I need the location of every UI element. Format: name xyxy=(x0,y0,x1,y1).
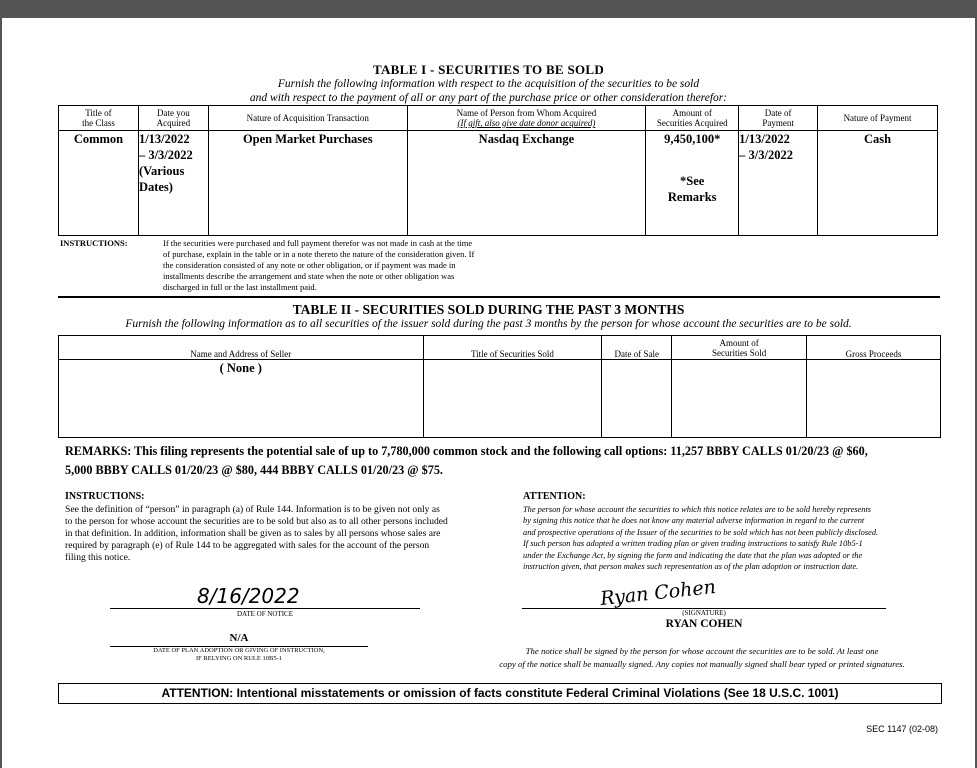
table2-subtitle: Furnish the following information as to all securities of the issuer sold during the past 3 months by the person for whose account the securities are to be sold. xyxy=(125,318,852,330)
cell-title-securities-sold xyxy=(423,360,602,438)
header-title-securities-sold: Title of Securities Sold xyxy=(423,336,602,360)
instructions2-label: INSTRUCTIONS: xyxy=(65,491,145,502)
table1-instructions-text: If the securities were purchased and full payment therefor was not made in cash at the time of purchase, explain in the table or in a note thereto the nature of the consideration given. If the consideration consisted of any note or other obligation, or if payment was made in installments describe the arrangement and state when the note or other obligation was discharged in full or the last installment paid. xyxy=(163,238,475,292)
date-of-notice-handwritten: 8/16/2022 xyxy=(197,584,300,608)
header-seller: Name and Address of Seller xyxy=(59,336,424,360)
federal-violation-warning: ATTENTION: Intentional misstatements or omission of facts constitute Federal Criminal Violations (See 18 U.S.C. 1001) xyxy=(58,683,942,704)
remarks-line2: 5,000 BBBY CALLS 01/20/23 @ $80, 444 BBBY CALLS 01/20/23 @ $75. xyxy=(65,463,443,477)
plan-adoption-value: N/A xyxy=(229,632,249,644)
cell-seller: ( None ) xyxy=(59,360,424,438)
header-nature-acquisition: Nature of Acquisition Transaction xyxy=(208,106,407,131)
signature-notice: The notice shall be signed by the person for whose account the securities are to be sold. At least one copy of the notice shall be manually signed. Any copies not manually signed shall bear typed or printed signatures. xyxy=(499,646,905,669)
instructions2-text: See the definition of “person” in paragraph (a) of Rule 144. Information is to be given not only as to the person for whose account the securities are to be sold but also as to all other persons included in that definition. In addition, information shall be given as to sales by all persons whose sales are required by paragraph (e) of Rule 144 to be aggregated with sales for the account of the person filing this notice. xyxy=(65,504,448,563)
remarks-line1: REMARKS: This filing represents the potential sale of up to 7,780,000 common stock and the following call options: 11,257 BBBY CALLS 01/20/23 @ $60, xyxy=(65,444,868,458)
date-of-notice-label: DATE OF NOTICE xyxy=(237,610,293,618)
form-id: SEC 1147 (02-08) xyxy=(866,724,938,734)
header-title-class: Title of the Class xyxy=(59,106,139,131)
attention-text: The person for whose account the securities to which this notice relates are to be sold hereby represents by signing this notice that he does not know any material adverse information in regard to the current and prospective operations of the Issuer of the securities to be sold which has not been publicly disclosed. If such person has adopted a written trading plan or given trading instructions to satisfy Rule 10b5-1 under the Exchange Act, by signing the form and indicating the date that the plan was adopted or the instruction given, that person makes such representation as of the plan adoption or instruction date. xyxy=(523,505,879,572)
table1-instructions-label: INSTRUCTIONS: xyxy=(60,238,128,248)
header-date-acquired: Date you Acquired xyxy=(138,106,208,131)
table1-subtitle-line1: Furnish the following information with respect to the acquisition of the securities to be sold xyxy=(277,78,700,90)
header-date-payment: Date of Payment xyxy=(739,106,818,131)
header-person-acquired-from: Name of Person from Whom Acquired (If gift, also give date donor acquired) xyxy=(407,106,646,131)
form-page xyxy=(2,18,975,768)
cell-date-payment: 1/13/2022 – 3/3/2022 xyxy=(739,131,818,236)
cell-nature-acquisition: Open Market Purchases xyxy=(208,131,407,236)
attention-label: ATTENTION: xyxy=(523,491,586,502)
cell-date-sale xyxy=(602,360,672,438)
cell-title-class: Common xyxy=(59,131,139,236)
cell-person-acquired-from: Nasdaq Exchange xyxy=(407,131,646,236)
plan-adoption-label: DATE OF PLAN ADOPTION OR GIVING OF INSTRUCTION, IF RELYING ON RULE 10B5-1 xyxy=(153,647,325,662)
header-nature-payment: Nature of Payment xyxy=(818,106,938,131)
header-amount-sold: Amount of Securities Sold xyxy=(672,336,807,360)
cell-nature-payment: Cash xyxy=(818,131,938,236)
header-gross-proceeds: Gross Proceeds xyxy=(807,336,941,360)
cell-amount-acquired: 9,450,100* *See Remarks xyxy=(646,131,739,236)
table2-grid xyxy=(58,335,941,438)
table1-subtitle-line2: and with respect to the payment of all or any part of the purchase price or other consideration therefor: xyxy=(249,92,728,104)
signature-label: (SIGNATURE) xyxy=(682,609,726,617)
signature-handwritten: Ryan Cohen xyxy=(599,575,717,611)
cell-gross-proceeds xyxy=(807,360,941,438)
header-amount-acquired: Amount of Securities Acquired xyxy=(646,106,739,131)
section-divider xyxy=(58,296,940,298)
header-date-sale: Date of Sale xyxy=(602,336,672,360)
date-of-notice-line xyxy=(110,608,420,609)
signer-name: RYAN COHEN xyxy=(665,618,743,630)
cell-amount-sold xyxy=(672,360,807,438)
table1-title: TABLE I - SECURITIES TO BE SOLD xyxy=(372,62,605,77)
cell-date-acquired: 1/13/2022 – 3/3/2022 (Various Dates) xyxy=(138,131,208,236)
table1-grid xyxy=(58,105,938,236)
table2-title: TABLE II - SECURITIES SOLD DURING THE PAST 3 MONTHS xyxy=(292,302,685,317)
